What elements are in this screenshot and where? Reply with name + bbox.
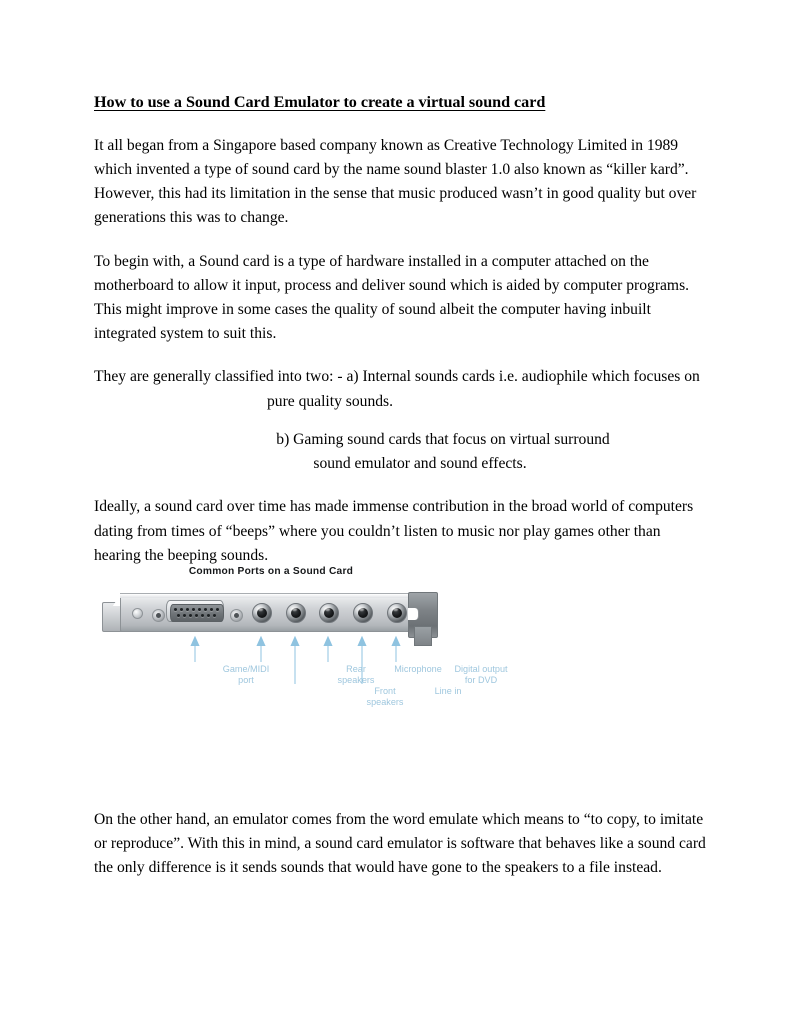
db15-pin-row-bottom	[177, 614, 216, 617]
db15-pin	[198, 608, 201, 611]
jack-highlight	[292, 608, 297, 612]
db15-shell	[170, 604, 224, 622]
db15-pin	[210, 608, 213, 611]
jack-highlight	[359, 608, 364, 612]
audio-jack-microphone	[319, 603, 339, 623]
bracket-right-cutout	[408, 608, 419, 620]
paragraph-contribution: Ideally, a sound card over time has made immense contribution in the broad world of computers dating from times of “beeps” where you couldn’t listen to music nor play games other than hearing the beeping sounds.	[94, 498, 694, 564]
label-rear-speakers	[338, 664, 375, 687]
db15-pin	[204, 608, 207, 611]
document-body-lower	[94, 808, 706, 900]
bracket-top-edge	[120, 593, 412, 598]
label-line: Front	[374, 686, 396, 696]
db15-screw-post-right	[230, 609, 243, 622]
label-line: port	[238, 675, 254, 686]
db15-pin	[207, 614, 210, 617]
screw-post-bore	[234, 613, 239, 618]
db15-pin-row-top	[174, 608, 219, 611]
db15-pin	[216, 608, 219, 611]
figure-caption: Common Ports on a Sound Card	[188, 566, 354, 577]
audio-jack-digital-output	[387, 603, 407, 623]
page-title: How to use a Sound Card Emulator to create a virtual sound card	[94, 93, 546, 111]
label-game-midi-port	[223, 664, 270, 687]
jack-highlight	[325, 608, 330, 612]
label-front-speakers	[367, 686, 404, 709]
label-line: Line in	[434, 686, 462, 696]
audio-jack-line-in	[353, 603, 373, 623]
label-line: Digital output	[454, 664, 508, 674]
db15-pin	[192, 608, 195, 611]
classification-item-b-continuation: sound emulator and sound effects.	[313, 455, 527, 473]
bracket-right-tail	[414, 626, 432, 646]
sound-card-bracket-illustration	[102, 590, 442, 638]
label-line: for DVD	[464, 675, 498, 686]
label-line: speakers	[366, 697, 404, 708]
db15-pin	[186, 608, 189, 611]
db15-pin	[189, 614, 192, 617]
label-line: Microphone	[394, 664, 442, 674]
paragraph-history: It all began from a Singapore based company known as Creative Technology Limited in 1989 which invented a type of sound card by the name sound blaster 1.0 also known as “killer kard”. However, this had its limitation in the sense that music produced wasn’t in good quality but over generations this was to change.	[94, 136, 697, 227]
classification-block	[94, 365, 706, 476]
label-digital-output	[454, 664, 507, 687]
db15-pin	[174, 608, 177, 611]
screw-post-bore	[156, 613, 161, 618]
bracket-screw-hole	[132, 608, 143, 619]
sound-card-figure	[96, 566, 508, 726]
label-line: Game/MIDI	[222, 664, 270, 674]
db15-screw-post-left	[152, 609, 165, 622]
label-line: Rear	[346, 664, 366, 674]
label-microphone	[394, 664, 442, 675]
label-line: speakers	[337, 675, 375, 686]
db15-pin	[177, 614, 180, 617]
classification-item-b: b) Gaming sound cards that focus on virtual surround	[276, 430, 610, 448]
audio-jack-front-speakers	[286, 603, 306, 623]
jack-highlight	[258, 608, 263, 612]
game-midi-db15-connector	[166, 600, 224, 622]
db15-pin	[183, 614, 186, 617]
paragraph-definition: To begin with, a Sound card is a type of hardware installed in a computer attached on the motherboard to allow it input, process and deliver sound which is aided by computer programs. This might improve in some cases the quality of sound albeit the computer having inbuilt integrated system to suit this.	[94, 252, 690, 343]
label-line-in	[435, 686, 462, 697]
audio-jack-rear-speakers	[252, 603, 272, 623]
jack-highlight	[393, 608, 398, 612]
db15-pin	[201, 614, 204, 617]
classification-spacer	[94, 414, 706, 428]
classification-item-a-continuation: pure quality sounds.	[266, 392, 394, 410]
db15-pin	[213, 614, 216, 617]
db15-pin	[180, 608, 183, 611]
document-body	[94, 92, 706, 568]
db15-pin	[195, 614, 198, 617]
classification-item-a: They are generally classified into two: - a) Internal sounds cards i.e. audiophile which focuses on	[94, 368, 700, 386]
paragraph-emulator: On the other hand, an emulator comes from the word emulate which means to “to copy, to imitate or reproduce”. With this in mind, a sound card emulator is software that behaves like a sound card the only difference is it sends sounds that would have gone to the speakers to a file instead.	[94, 811, 706, 877]
